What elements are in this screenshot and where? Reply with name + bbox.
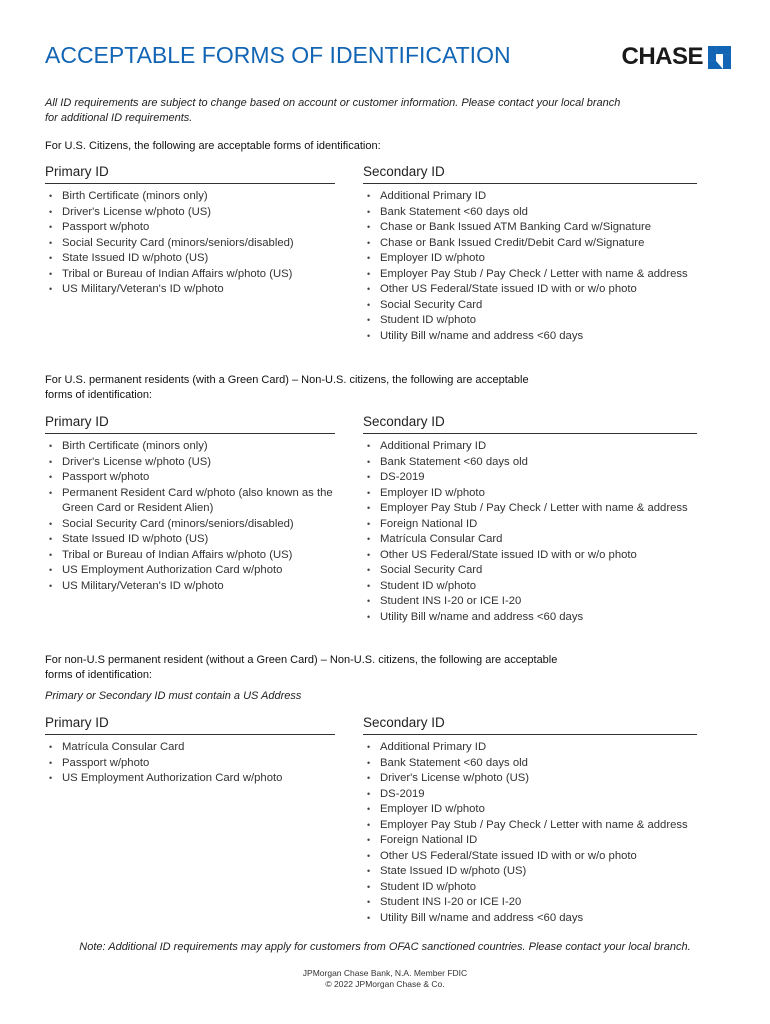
list-item: • Social Security Card: [363, 298, 743, 314]
section-3-address-note: Primary or Secondary ID must contain a US Address: [45, 690, 302, 702]
list-item: • Utility Bill w/name and address <60 days: [363, 610, 743, 626]
list-item: • Chase or Bank Issued ATM Banking Card w/Signature: [363, 220, 743, 236]
section-2-secondary-list: [363, 439, 743, 625]
list-item: • Student INS I-20 or ICE I-20: [363, 895, 743, 911]
list-item: • Passport w/photo: [45, 756, 345, 772]
list-item: • Driver's License w/photo (US): [363, 771, 743, 787]
list-item: • Additional Primary ID: [363, 189, 743, 205]
list-item: • Bank Statement <60 days old: [363, 756, 743, 772]
list-item: • Student INS I-20 or ICE I-20: [363, 594, 743, 610]
section-1-primary-list: [45, 189, 345, 298]
list-item: • Matrícula Consular Card: [45, 740, 345, 756]
list-item: • State Issued ID w/photo (US): [45, 251, 345, 267]
section-2-primary-list: [45, 439, 345, 594]
intro-disclaimer: [45, 96, 645, 126]
list-item: • Chase or Bank Issued Credit/Debit Card w/Signature: [363, 236, 743, 252]
section-2-lead-line-2: forms of identification:: [45, 389, 152, 401]
list-item: • Additional Primary ID: [363, 439, 743, 455]
section-3-primary-list: [45, 740, 345, 787]
list-item: • Other US Federal/State issued ID with or w/o photo: [363, 849, 743, 865]
intro-line-2: for additional ID requirements.: [45, 112, 193, 124]
list-item: • Employer Pay Stub / Pay Check / Letter with name & address: [363, 818, 743, 834]
list-item: • Employer ID w/photo: [363, 251, 743, 267]
list-item: • Passport w/photo: [45, 470, 345, 486]
chase-logo: [621, 44, 731, 70]
list-item: • Bank Statement <60 days old: [363, 455, 743, 471]
list-item: • Passport w/photo: [45, 220, 345, 236]
list-item: • Matrícula Consular Card: [363, 532, 743, 548]
list-item: • State Issued ID w/photo (US): [363, 864, 743, 880]
footer-copyright-line: © 2022 JPMorgan Chase & Co.: [325, 979, 445, 989]
list-item: • Student ID w/photo: [363, 313, 743, 329]
list-item: • Social Security Card (minors/seniors/disabled): [45, 236, 345, 252]
list-item: • Foreign National ID: [363, 833, 743, 849]
list-item: • Driver's License w/photo (US): [45, 205, 345, 221]
section-us-citizens-lead: For U.S. Citizens, the following are acceptable forms of identification:: [45, 140, 381, 152]
section-1-secondary-list: [363, 189, 743, 344]
list-item: • Bank Statement <60 days old: [363, 205, 743, 221]
section-2-secondary-heading: Secondary ID: [363, 414, 697, 434]
list-item: • US Employment Authorization Card w/photo: [45, 771, 345, 787]
section-1-primary-heading: Primary ID: [45, 164, 335, 184]
section-green-card-lead: [45, 373, 529, 403]
list-item: • Birth Certificate (minors only): [45, 189, 345, 205]
intro-line-1: All ID requirements are subject to change based on account or customer information. Please contact your local branch: [45, 97, 621, 109]
list-item: • Social Security Card (minors/seniors/disabled): [45, 517, 345, 533]
list-item: • Other US Federal/State issued ID with or w/o photo: [363, 548, 743, 564]
section-1-secondary-heading: Secondary ID: [363, 164, 697, 184]
ofac-note: Note: Additional ID requirements may apply for customers from OFAC sanctioned countries. Please contact your local branch.: [79, 941, 691, 953]
list-item: • Employer ID w/photo: [363, 802, 743, 818]
list-item: • State Issued ID w/photo (US): [45, 532, 345, 548]
list-item: • DS-2019: [363, 787, 743, 803]
list-item: • US Military/Veteran's ID w/photo: [45, 579, 345, 595]
list-item: • Birth Certificate (minors only): [45, 439, 345, 455]
section-no-green-card-lead: [45, 653, 557, 683]
list-item: • Employer Pay Stub / Pay Check / Letter with name & address: [363, 267, 743, 283]
section-2-lead-line-1: For U.S. permanent residents (with a Green Card) – Non-U.S. citizens, the following are acceptable: [45, 374, 529, 386]
list-item: • Tribal or Bureau of Indian Affairs w/photo (US): [45, 267, 345, 283]
list-item: • Social Security Card: [363, 563, 743, 579]
list-item: • Student ID w/photo: [363, 880, 743, 896]
list-item: • Utility Bill w/name and address <60 days: [363, 911, 743, 927]
section-3-primary-heading: Primary ID: [45, 715, 335, 735]
chase-octagon-icon: [708, 46, 731, 69]
list-item: • Student ID w/photo: [363, 579, 743, 595]
list-item: • Tribal or Bureau of Indian Affairs w/photo (US): [45, 548, 345, 564]
section-3-secondary-list: [363, 740, 743, 926]
list-item: • Foreign National ID: [363, 517, 743, 533]
list-item: • Driver's License w/photo (US): [45, 455, 345, 471]
list-item: • Utility Bill w/name and address <60 days: [363, 329, 743, 345]
list-item: • Permanent Resident Card w/photo (also known as the Green Card or Resident Alien): [45, 486, 345, 517]
logo-wordmark: CHASE: [621, 43, 703, 70]
list-item: • Employer ID w/photo: [363, 486, 743, 502]
list-item: • US Military/Veteran's ID w/photo: [45, 282, 345, 298]
list-item: • DS-2019: [363, 470, 743, 486]
list-item: • Additional Primary ID: [363, 740, 743, 756]
page-header: [45, 42, 731, 74]
section-2-primary-heading: Primary ID: [45, 414, 335, 434]
section-3-lead-line-2: forms of identification:: [45, 669, 152, 681]
page-title: ACCEPTABLE FORMS OF IDENTIFICATION: [45, 42, 511, 68]
list-item: • Employer Pay Stub / Pay Check / Letter with name & address: [363, 501, 743, 517]
section-3-lead-line-1: For non-U.S permanent resident (without a Green Card) – Non-U.S. citizens, the following are acceptable: [45, 654, 558, 666]
list-item: • US Employment Authorization Card w/photo: [45, 563, 345, 579]
page-footer: [0, 968, 770, 990]
list-item: • Other US Federal/State issued ID with or w/o photo: [363, 282, 743, 298]
footer-fdic-line: JPMorgan Chase Bank, N.A. Member FDIC: [302, 968, 468, 978]
section-3-secondary-heading: Secondary ID: [363, 715, 697, 735]
